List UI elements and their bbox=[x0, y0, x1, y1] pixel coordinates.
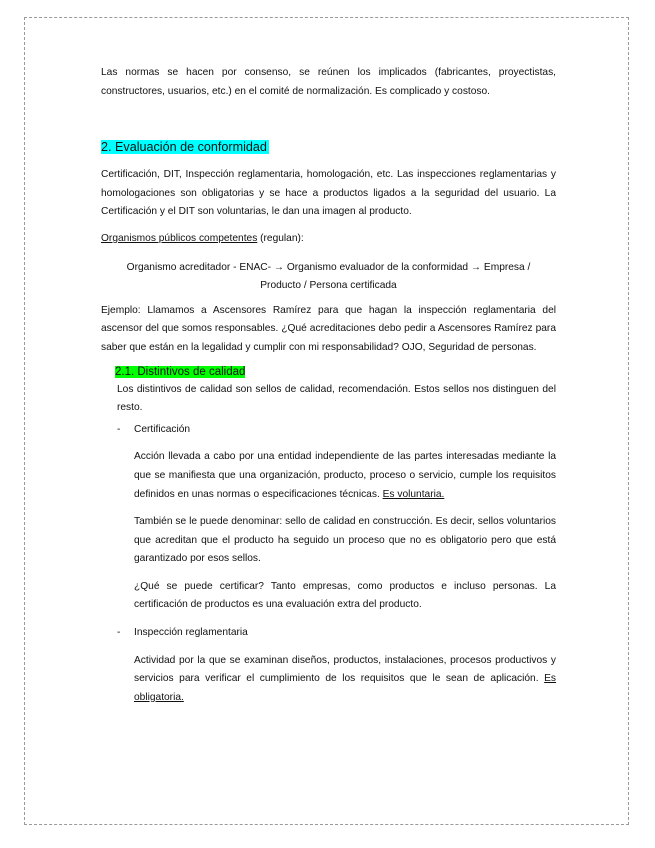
certificacion-que-certificar: ¿Qué se puede certificar? Tanto empresas, como productos e incluso personas. La certificación de productos es una evaluación extra del producto. bbox=[134, 580, 556, 611]
section-2-paragraph: Certificación, DIT, Inspección reglamentaria, homologación, etc. Las inspecciones reglamentarias y homologaciones son obligatorias y se hace a productos ligados a la seguridad del usuario. La Certificación y el DIT son voluntarias, le dan una imagen al producto. bbox=[101, 169, 556, 218]
list-item-certificacion bbox=[101, 421, 556, 440]
organismos-label: Organismos públicos competentes bbox=[101, 232, 258, 244]
certificacion-definition: Acción llevada a cabo por una entidad independiente de las partes interesadas mediante la que se manifiesta que una organización, producto, proceso o servicio, cumple los requisitos definidos en unas normas o especificaciones técnicas. Es voluntaria. bbox=[134, 451, 556, 500]
example-paragraph: Ejemplo: Llamamos a Ascensores Ramírez para que hagan la inspección reglamentaria del ascensor del que somos responsables. ¿Qué acreditaciones debo pedir a Ascensores Ramírez para saber que están en la legalidad y cumplir con mi responsabilidad? OJO, Seguridad de personas. bbox=[101, 304, 556, 353]
dash-bullet: - bbox=[117, 627, 121, 639]
es-voluntaria: Es voluntaria. bbox=[382, 488, 445, 500]
chain-line-1: Organismo acreditador - ENAC- → Organismo evaluador de la conformidad → Empresa / bbox=[126, 261, 531, 273]
section-2-1-heading: 2.1. Distintivos de calidad bbox=[115, 365, 246, 378]
organismos-suffix: (regulan): bbox=[257, 232, 304, 244]
organismos-heading bbox=[101, 230, 556, 249]
section-2-1-heading-wrap bbox=[101, 364, 556, 381]
accreditation-chain bbox=[101, 259, 556, 296]
section-2-heading: 2. Evaluación de conformidad bbox=[101, 140, 267, 155]
section-2-heading-wrap bbox=[101, 138, 556, 156]
distintivos-intro: Los distintivos de calidad son sellos de calidad, recomendación. Estos sellos nos distinguen del resto. bbox=[117, 383, 556, 414]
inspeccion-title: Inspección reglamentaria bbox=[134, 627, 248, 639]
inspeccion-definition: Actividad por la que se examinan diseños, productos, instalaciones, procesos productivos y servicios para verificar el cumplimiento de los requisitos que le sean de aplicación. Es obligatoria. bbox=[134, 654, 556, 703]
chain-line-2: Producto / Persona certificada bbox=[260, 280, 397, 292]
es-obligatoria: Es obligatoria. bbox=[134, 673, 556, 703]
dash-bullet: - bbox=[117, 423, 121, 435]
document-body bbox=[101, 64, 556, 716]
list-item-inspeccion bbox=[101, 624, 556, 643]
certificacion-sello: También se le puede denominar: sello de calidad en construcción. Es decir, sellos voluntarios que acreditan que el producto ha seguido un proceso que no es obligatorio pero que está garantizado por esos sellos. bbox=[134, 516, 556, 565]
certificacion-title: Certificación bbox=[134, 423, 191, 435]
intro-paragraph: Las normas se hacen por consenso, se reúnen los implicados (fabricantes, proyectistas, constructores, usuarios, etc.) en el comité de normalización. Es complicado y costoso. bbox=[101, 67, 556, 97]
